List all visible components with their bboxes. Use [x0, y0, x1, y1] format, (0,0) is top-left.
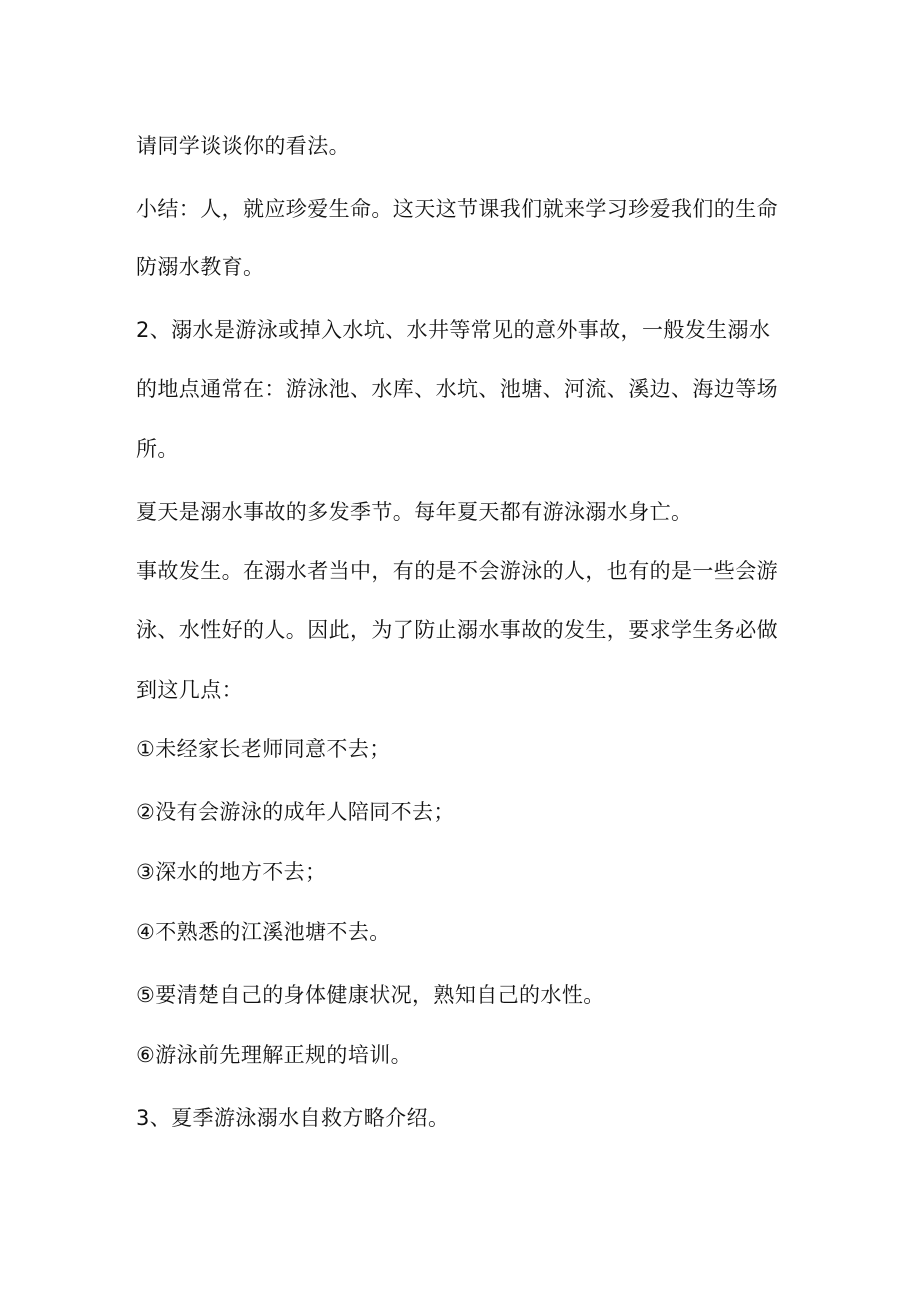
text-line-accident-end: 到这几点： — [136, 678, 243, 702]
text-line-rule-5: ⑤要清楚自己的身体健康状况，熟知自己的水性。 — [136, 983, 605, 1007]
text-line-section-2: 2、溺水是游泳或掉入水坑、水井等常见的意外事故，一般发生溺水 — [136, 318, 771, 342]
text-line-section-3: 3、夏季游泳溺水自救方略介绍。 — [136, 1106, 450, 1130]
text-line-rule-2: ②没有会游泳的成年人陪同不去； — [136, 800, 455, 824]
text-line-summary: 小结：人，就应珍爱生命。这天这节课我们就来学习珍爱我们的生命 — [136, 197, 778, 221]
text-line-rule-6: ⑥游泳前先理解正规的培训。 — [136, 1043, 413, 1067]
text-line-accident-cont: 泳、水性好的人。因此，为了防止溺水事故的发生，要求学生务必做 — [136, 618, 778, 642]
text-line-section-2-cont: 的地点通常在：游泳池、水库、水坑、池塘、河流、溪边、海边等场 — [136, 377, 778, 401]
text-line-rule-1: ①未经家长老师同意不去； — [136, 737, 391, 761]
text-line-rule-4: ④不熟悉的江溪池塘不去。 — [136, 920, 391, 944]
text-line-section-2-end: 所。 — [136, 437, 179, 461]
text-line-discussion-prompt: 请同学谈谈你的看法。 — [136, 134, 350, 158]
text-line-rule-3: ③深水的地方不去； — [136, 860, 327, 884]
text-line-summary-cont: 防溺水教育。 — [136, 255, 265, 279]
text-line-accident: 事故发生。在溺水者当中，有的是不会游泳的人，也有的是一些会游 — [136, 559, 778, 583]
text-line-summer: 夏天是溺水事故的多发季节。每年夏天都有游泳溺水身亡。 — [136, 500, 693, 524]
